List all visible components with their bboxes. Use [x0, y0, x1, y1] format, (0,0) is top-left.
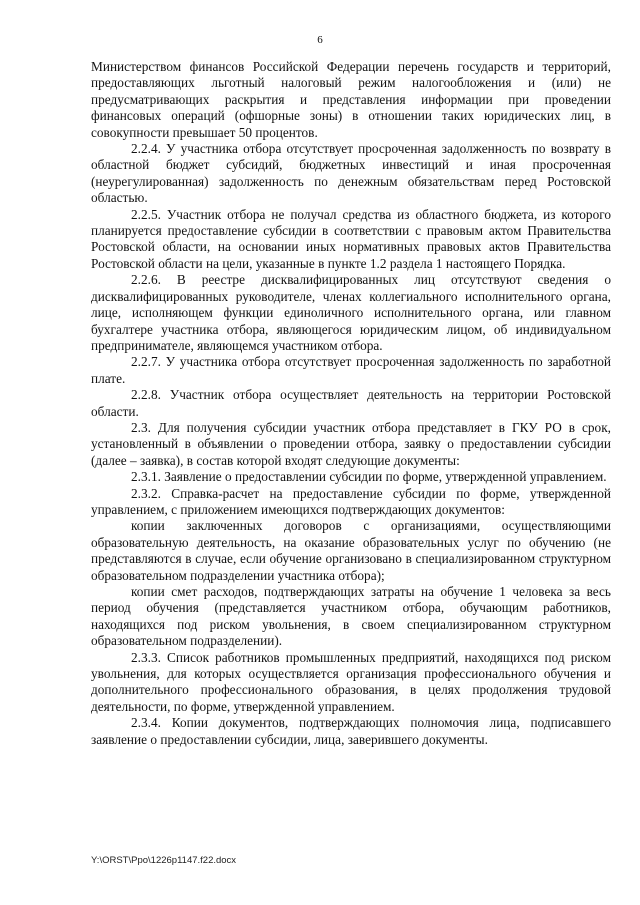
paragraph: копии заключенных договоров с организациями, осуществляющими образовательную деятельность, на оказание образовательных услуг по обучению (не представляются в случае, если обучение организовано в специализированном структурном образовательном подразделении участника отбора); [91, 518, 611, 583]
paragraph: 2.3. Для получения субсидии участник отбора представляет в ГКУ РО в срок, установленный в объявлении о проведении отбора, заявку о предоставлении субсидии (далее – заявка), в состав которой входят следующие документы: [91, 419, 611, 468]
paragraph: 2.2.8. Участник отбора осуществляет деятельность на территории Ростовской области. [91, 387, 611, 419]
paragraph: 2.3.3. Список работников промышленных предприятий, находящихся под риском увольнения, для которых осуществляется организация профессионального обучения и дополнительного профессионального образования, в целях продолжения трудовой деятельности, по форме, утвержденной управлением. [91, 649, 611, 714]
document-body [91, 59, 611, 748]
file-path-footer: Y:\ORST\Ppo\1226p1147.f22.docx [91, 855, 237, 866]
paragraph: копии смет расходов, подтверждающих затраты на обучение 1 человека за весь период обучения (представляется участником отбора, обучающим работников, находящихся под риском увольнения, в своем специализированном структурном образовательном подразделении). [91, 584, 611, 649]
page-number: 6 [317, 34, 323, 46]
paragraph: 2.3.4. Копии документов, подтверждающих полномочия лица, подписавшего заявление о предоставлении субсидии, лица, заверившего документы. [91, 715, 611, 747]
paragraph: 2.2.6. В реестре дисквалифицированных лиц отсутствуют сведения о дисквалифицированных руководителе, членах коллегиального исполнительного органа, лице, исполняющем функции единоличного исполнительного органа, или главном бухгалтере участника отбора, являющегося юридическим лицом, об индивидуальном предпринимателе, являющемся участником отбора. [91, 272, 611, 353]
paragraph: Министерством финансов Российской Федерации перечень государств и территорий, предоставляющих льготный налоговый режим налогообложения и (или) не предусматривающих раскрытия и представления информации при проведении финансовых операций (офшорные зоны) в отношении таких юридических лиц, в совокупности превышает 50 процентов. [91, 59, 611, 140]
paragraph: 2.2.7. У участника отбора отсутствует просроченная задолженность по заработной плате. [91, 354, 611, 386]
paragraph: 2.3.1. Заявление о предоставлении субсидии по форме, утвержденной управлением. [131, 469, 607, 485]
paragraph: 2.3.2. Справка-расчет на предоставление субсидии по форме, утвержденной управлением, с приложением имеющихся подтверждающих документов: [91, 485, 611, 517]
paragraph: 2.2.5. Участник отбора не получал средства из областного бюджета, из которого планируется предоставление субсидии в соответствии с правовым актом Правительства Ростовской области, на основании иных нормативных правовых актов Правительства Ростовской области на цели, указанные в пункте 1.2 раздела 1 настоящего Порядка. [91, 206, 611, 271]
paragraph: 2.2.4. У участника отбора отсутствует просроченная задолженность по возврату в областной бюджет субсидий, бюджетных инвестиций и иная просроченная (неурегулированная) задолженность по денежным обязательствам перед Ростовской областью. [91, 141, 611, 206]
